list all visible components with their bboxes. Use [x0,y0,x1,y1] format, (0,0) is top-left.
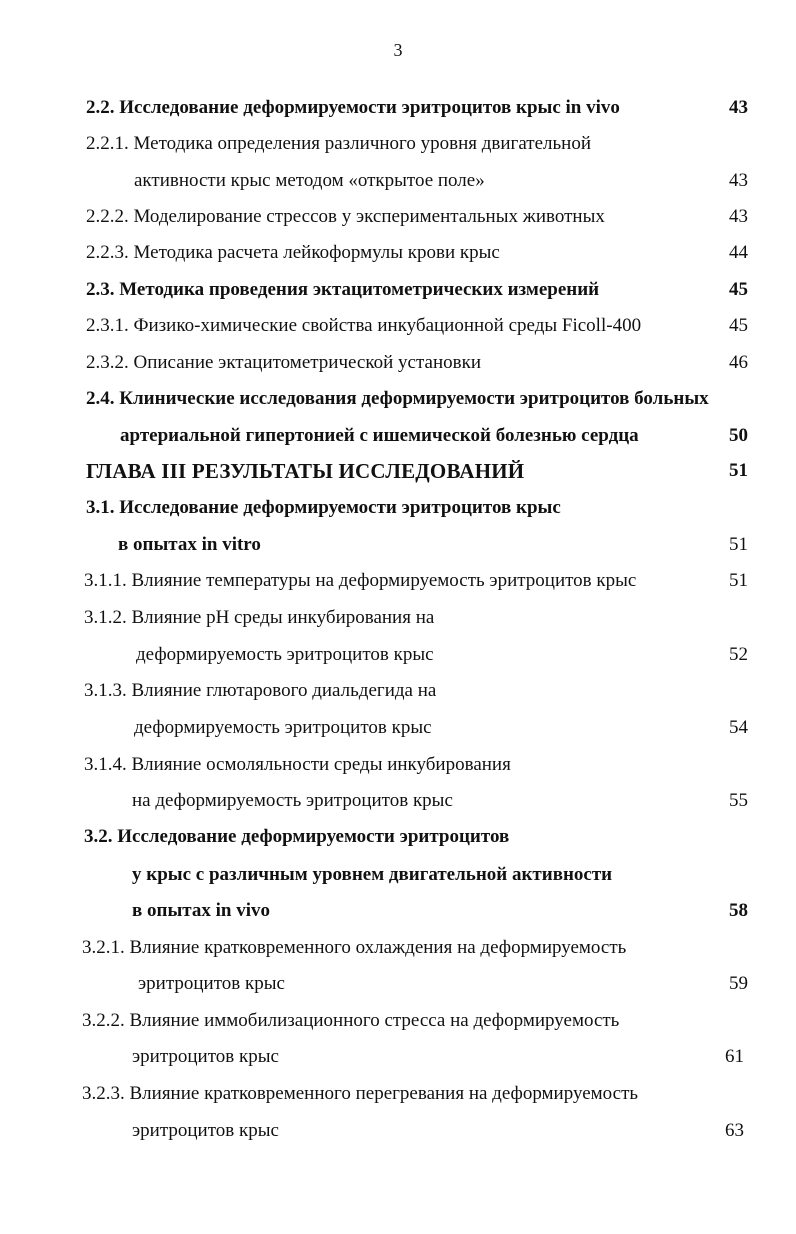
toc-entry-text: артериальной гипертонией с ишемической болезнью сердца [120,425,639,446]
toc-entry-page: 61 [725,1046,744,1067]
toc-entry-text: 2.3.1. Физико-химические свойства инкубационной среды Ficoll-400 [86,315,642,336]
toc-entry-text: 3.2.3. Влияние кратковременного перегревания на деформируемость [82,1083,639,1104]
toc-entry-page: 63 [725,1120,744,1141]
toc-entry-text: 2.2.3. Методика расчета лейкоформулы крови крыс [86,242,500,263]
toc-entry-page: 45 [729,279,748,300]
toc-entry-text: 3.1.3. Влияние глютарового диальдегида на [84,680,437,701]
toc-entry-page: 46 [729,352,748,373]
toc-entry-text: 3.1.4. Влияние осмоляльности среды инкубирования [84,754,511,775]
toc-entry-text: 3.2.2. Влияние иммобилизационного стресса на деформируемость [82,1010,620,1031]
toc-entry-text: 3.1.2. Влияние pH среды инкубирования на [84,607,435,628]
toc-entry-page: 58 [729,900,748,921]
toc-entry-page: 43 [729,206,748,227]
toc-entry-text: 3.2.1. Влияние кратковременного охлаждения на деформируемость [82,937,627,958]
toc-entry-text: деформируемость эритроцитов крыс [134,717,432,738]
toc-entry-text: 2.3.2. Описание эктацитометрической установки [86,352,481,373]
toc-entry-text: 2.4. Клинические исследования деформируемости эритроцитов больных [86,388,709,409]
toc-entry-text: у крыс с различным уровнем двигательной активности [132,864,613,885]
toc-entry-page: 51 [729,570,748,591]
toc-entry-text: эритроцитов крыс [132,1120,279,1141]
toc-entry-page: 52 [729,644,748,665]
toc-entry-text: в опытах in vitro [118,534,261,555]
toc-entry-page: 44 [729,242,748,263]
toc-entry-page: 50 [729,425,748,446]
toc-entry-page: 45 [729,315,748,336]
toc-entry-text: активности крыс методом «открытое поле» [134,170,485,191]
toc-entry-text: эритроцитов крыс [138,973,285,994]
toc-entry-text: 3.1. Исследование деформируемости эритроцитов крыс [86,497,561,518]
toc-entry-text: деформируемость эритроцитов крыс [136,644,434,665]
toc-entry-text: 3.1.1. Влияние температуры на деформируемость эритроцитов крыс [84,570,637,591]
toc-entry-text: в опытах in vivo [132,900,270,921]
toc-entry-text: на деформируемость эритроцитов крыс [132,790,453,811]
toc-entry-page: 51 [729,460,748,481]
toc-entry-page: 54 [729,717,748,738]
page-number: 3 [393,40,403,60]
toc-entry-page: 55 [729,790,748,811]
chapter-heading: ГЛАВА III РЕЗУЛЬТАТЫ ИССЛЕДОВАНИЙ [86,459,525,483]
toc-entry-page: 59 [729,973,748,994]
toc-entry-text: 2.2.1. Методика определения различного уровня двигательной [86,133,592,154]
toc-entry-text: 2.3. Методика проведения эктацитометрических измерений [86,279,600,300]
toc-entry-text: 2.2.2. Моделирование стрессов у экспериментальных животных [86,206,605,227]
toc-entry-text: 3.2. Исследование деформируемости эритроцитов [84,826,510,847]
toc-entry-page: 43 [729,170,748,191]
toc-entry-page: 51 [729,534,748,555]
toc-entry-page: 43 [729,97,748,118]
toc-entry-text: эритроцитов крыс [132,1046,279,1067]
toc-entry-text: 2.2. Исследование деформируемости эритроцитов крыс in vivo [86,97,620,118]
